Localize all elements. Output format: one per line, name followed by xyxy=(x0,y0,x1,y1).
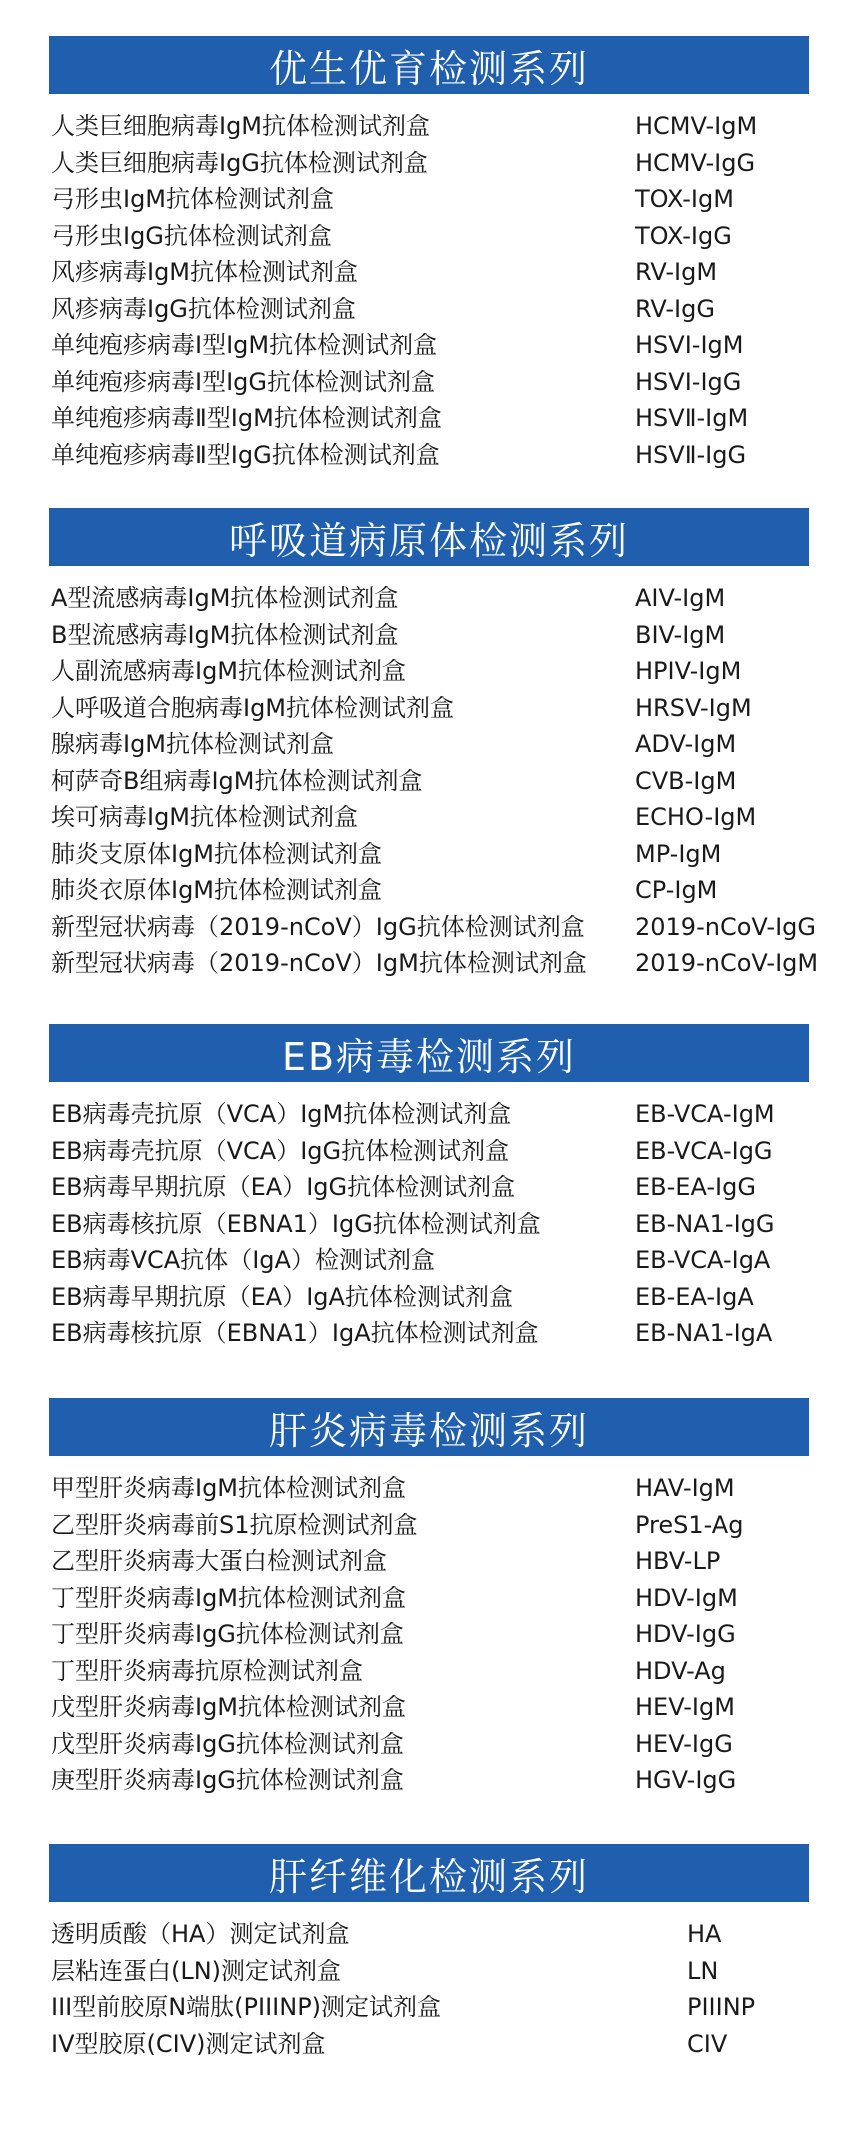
item-name: 单纯疱疹病毒Ⅰ型IgG抗体检测试剂盒 xyxy=(51,367,435,396)
item-name: 弓形虫IgG抗体检测试剂盒 xyxy=(51,221,332,250)
list-item xyxy=(49,1133,809,1170)
item-name: 甲型肝炎病毒IgM抗体检测试剂盒 xyxy=(51,1474,407,1502)
section-respiratory xyxy=(49,508,819,982)
item-code: 2019-nCoV-IgG xyxy=(635,912,816,941)
item-name: 戊型肝炎病毒IgG抗体检测试剂盒 xyxy=(51,1729,404,1758)
item-code: CIV xyxy=(687,2029,728,2058)
list-item xyxy=(49,437,809,474)
item-name: 戊型肝炎病毒IgM抗体检测试剂盒 xyxy=(51,1693,407,1721)
list-item xyxy=(49,145,809,182)
item-name: 人呼吸道合胞病毒IgM抗体检测试剂盒 xyxy=(51,693,455,722)
list-item xyxy=(49,690,809,727)
item-list xyxy=(49,1916,809,2062)
item-code: EB-VCA-IgA xyxy=(635,1246,771,1274)
list-item xyxy=(49,1279,809,1316)
item-code: HEV-IgM xyxy=(635,1693,735,1721)
item-code: HSVⅡ-IgG xyxy=(635,440,747,469)
list-item xyxy=(49,1470,809,1507)
item-code: AIV-IgM xyxy=(635,584,726,612)
item-code: RV-IgG xyxy=(635,294,715,323)
item-code: EB-VCA-IgG xyxy=(635,1136,773,1165)
list-item xyxy=(49,1543,809,1580)
item-name: 腺病毒IgM抗体检测试剂盒 xyxy=(51,730,335,758)
section-title: 肝纤维化检测系列 xyxy=(49,1844,809,1902)
item-code: HSVⅠ-IgM xyxy=(635,331,744,359)
list-item xyxy=(49,218,809,255)
list-item xyxy=(49,653,809,690)
item-code: EB-EA-IgG xyxy=(635,1173,756,1201)
section-eb-virus xyxy=(49,1024,809,1352)
list-item xyxy=(49,617,809,654)
section-title: 优生优育检测系列 xyxy=(49,36,809,94)
item-name: 柯萨奇B组病毒IgM抗体检测试剂盒 xyxy=(51,766,423,795)
list-item xyxy=(49,1242,809,1279)
section-title: 呼吸道病原体检测系列 xyxy=(49,508,809,566)
item-code: ADV-IgM xyxy=(635,730,737,758)
item-code: HAV-IgM xyxy=(635,1474,735,1502)
list-item xyxy=(49,2026,809,2063)
list-item xyxy=(49,1096,809,1133)
list-item xyxy=(49,1953,809,1990)
list-item xyxy=(49,1206,809,1243)
item-code: ECHO-IgM xyxy=(635,803,757,831)
item-code: HSVⅠ-IgG xyxy=(635,367,742,396)
item-code: HA xyxy=(687,1920,722,1948)
item-name: 丁型肝炎病毒IgM抗体检测试剂盒 xyxy=(51,1583,407,1612)
item-code: PIIINP xyxy=(687,1993,756,2021)
item-code: HSVⅡ-IgM xyxy=(635,404,749,432)
item-name: 风疹病毒IgG抗体检测试剂盒 xyxy=(51,294,356,323)
item-name: 单纯疱疹病毒Ⅰ型IgM抗体检测试剂盒 xyxy=(51,331,438,359)
item-name: 人类巨细胞病毒IgG抗体检测试剂盒 xyxy=(51,148,428,177)
list-item xyxy=(49,364,809,401)
list-item xyxy=(49,1507,809,1544)
item-name: 丁型肝炎病毒IgG抗体检测试剂盒 xyxy=(51,1620,404,1648)
item-code: HCMV-IgM xyxy=(635,112,758,140)
item-code: HDV-Ag xyxy=(635,1656,726,1685)
item-name: 单纯疱疹病毒Ⅱ型IgM抗体检测试剂盒 xyxy=(51,404,442,432)
item-name: 透明质酸（HA）测定试剂盒 xyxy=(51,1920,350,1948)
item-code: RV-IgM xyxy=(635,258,718,286)
list-item xyxy=(49,1989,809,2026)
list-item xyxy=(49,799,809,836)
item-name: 新型冠状病毒（2019-nCoV）IgG抗体检测试剂盒 xyxy=(51,912,585,941)
list-item xyxy=(49,580,809,617)
item-code: HBV-LP xyxy=(635,1547,721,1575)
list-item xyxy=(49,108,809,145)
list-item xyxy=(49,1169,809,1206)
list-item xyxy=(49,836,809,873)
item-name: EB病毒壳抗原（VCA）IgG抗体检测试剂盒 xyxy=(51,1136,510,1165)
section-title: 肝炎病毒检测系列 xyxy=(49,1398,809,1456)
item-name: 乙型肝炎病毒大蛋白检测试剂盒 xyxy=(51,1547,387,1575)
item-name: EB病毒壳抗原（VCA）IgM抗体检测试剂盒 xyxy=(51,1100,512,1128)
item-name: 庚型肝炎病毒IgG抗体检测试剂盒 xyxy=(51,1766,404,1794)
list-item xyxy=(49,872,809,909)
item-list xyxy=(49,1470,809,1799)
item-name: A型流感病毒IgM抗体检测试剂盒 xyxy=(51,584,399,612)
list-item xyxy=(49,763,809,800)
item-name: 单纯疱疹病毒Ⅱ型IgG抗体检测试剂盒 xyxy=(51,440,440,469)
item-code: 2019-nCoV-IgM xyxy=(635,949,819,977)
item-name: 新型冠状病毒（2019-nCoV）IgM抗体检测试剂盒 xyxy=(51,949,587,977)
item-name: III型前胶原N端肽(PIIINP)测定试剂盒 xyxy=(51,1993,442,2021)
list-item xyxy=(49,945,819,982)
item-code: HDV-IgG xyxy=(635,1620,736,1648)
item-name: EB病毒早期抗原（EA）IgA抗体检测试剂盒 xyxy=(51,1282,513,1311)
item-name: 埃可病毒IgM抗体检测试剂盒 xyxy=(51,803,359,831)
item-name: EB病毒VCA抗体（IgA）检测试剂盒 xyxy=(51,1246,435,1274)
item-code: EB-NA1-IgG xyxy=(635,1209,775,1238)
item-name: 人类巨细胞病毒IgM抗体检测试剂盒 xyxy=(51,112,431,140)
list-item xyxy=(49,1916,809,1953)
item-code: HEV-IgG xyxy=(635,1729,733,1758)
item-code: EB-VCA-IgM xyxy=(635,1100,775,1128)
list-item xyxy=(49,327,809,364)
list-item xyxy=(49,1653,809,1690)
item-name: EB病毒核抗原（EBNA1）IgA抗体检测试剂盒 xyxy=(51,1319,539,1347)
item-code: MP-IgM xyxy=(635,839,722,868)
item-list xyxy=(49,108,809,473)
list-item xyxy=(49,1580,809,1617)
section-title: EB病毒检测系列 xyxy=(49,1024,809,1082)
list-item xyxy=(49,1616,809,1653)
item-name: 人副流感病毒IgM抗体检测试剂盒 xyxy=(51,657,407,685)
item-name: 丁型肝炎病毒抗原检测试剂盒 xyxy=(51,1656,363,1685)
list-item xyxy=(49,726,809,763)
item-name: EB病毒核抗原（EBNA1）IgG抗体检测试剂盒 xyxy=(51,1209,541,1238)
list-item xyxy=(49,400,809,437)
item-code: HGV-IgG xyxy=(635,1766,737,1794)
item-name: 弓形虫IgM抗体检测试剂盒 xyxy=(51,185,335,213)
section-hepatitis xyxy=(49,1398,809,1799)
item-code: HDV-IgM xyxy=(635,1583,738,1612)
item-code: EB-NA1-IgA xyxy=(635,1319,773,1347)
item-name: 乙型肝炎病毒前S1抗原检测试剂盒 xyxy=(51,1510,418,1539)
item-code: LN xyxy=(687,1956,719,1985)
item-code: PreS1-Ag xyxy=(635,1510,744,1539)
item-code: CP-IgM xyxy=(635,876,718,904)
item-name: 层粘连蛋白(LN)测定试剂盒 xyxy=(51,1956,342,1985)
list-item xyxy=(49,291,809,328)
section-prenatal xyxy=(49,36,809,473)
section-liver-fibrosis xyxy=(49,1844,809,2062)
list-item xyxy=(49,1315,809,1352)
item-code: TOX-IgM xyxy=(635,185,734,213)
item-name: EB病毒早期抗原（EA）IgG抗体检测试剂盒 xyxy=(51,1173,516,1201)
item-code: CVB-IgM xyxy=(635,766,737,795)
item-code: HCMV-IgG xyxy=(635,148,756,177)
item-name: IV型胶原(CIV)测定试剂盒 xyxy=(51,2029,326,2058)
item-list xyxy=(49,1096,809,1352)
item-name: 肺炎衣原体IgM抗体检测试剂盒 xyxy=(51,876,383,904)
item-code: HPIV-IgM xyxy=(635,657,742,685)
item-name: 风疹病毒IgM抗体检测试剂盒 xyxy=(51,258,359,286)
list-item xyxy=(49,909,816,946)
list-item xyxy=(49,1689,809,1726)
item-name: B型流感病毒IgM抗体检测试剂盒 xyxy=(51,620,399,649)
item-code: HRSV-IgM xyxy=(635,693,752,722)
list-item xyxy=(49,181,809,218)
item-code: BIV-IgM xyxy=(635,620,726,649)
item-code: EB-EA-IgA xyxy=(635,1282,754,1311)
item-list xyxy=(49,580,819,982)
item-code: TOX-IgG xyxy=(635,221,732,250)
list-item xyxy=(49,254,809,291)
list-item xyxy=(49,1726,809,1763)
list-item xyxy=(49,1762,809,1799)
item-name: 肺炎支原体IgM抗体检测试剂盒 xyxy=(51,839,383,868)
